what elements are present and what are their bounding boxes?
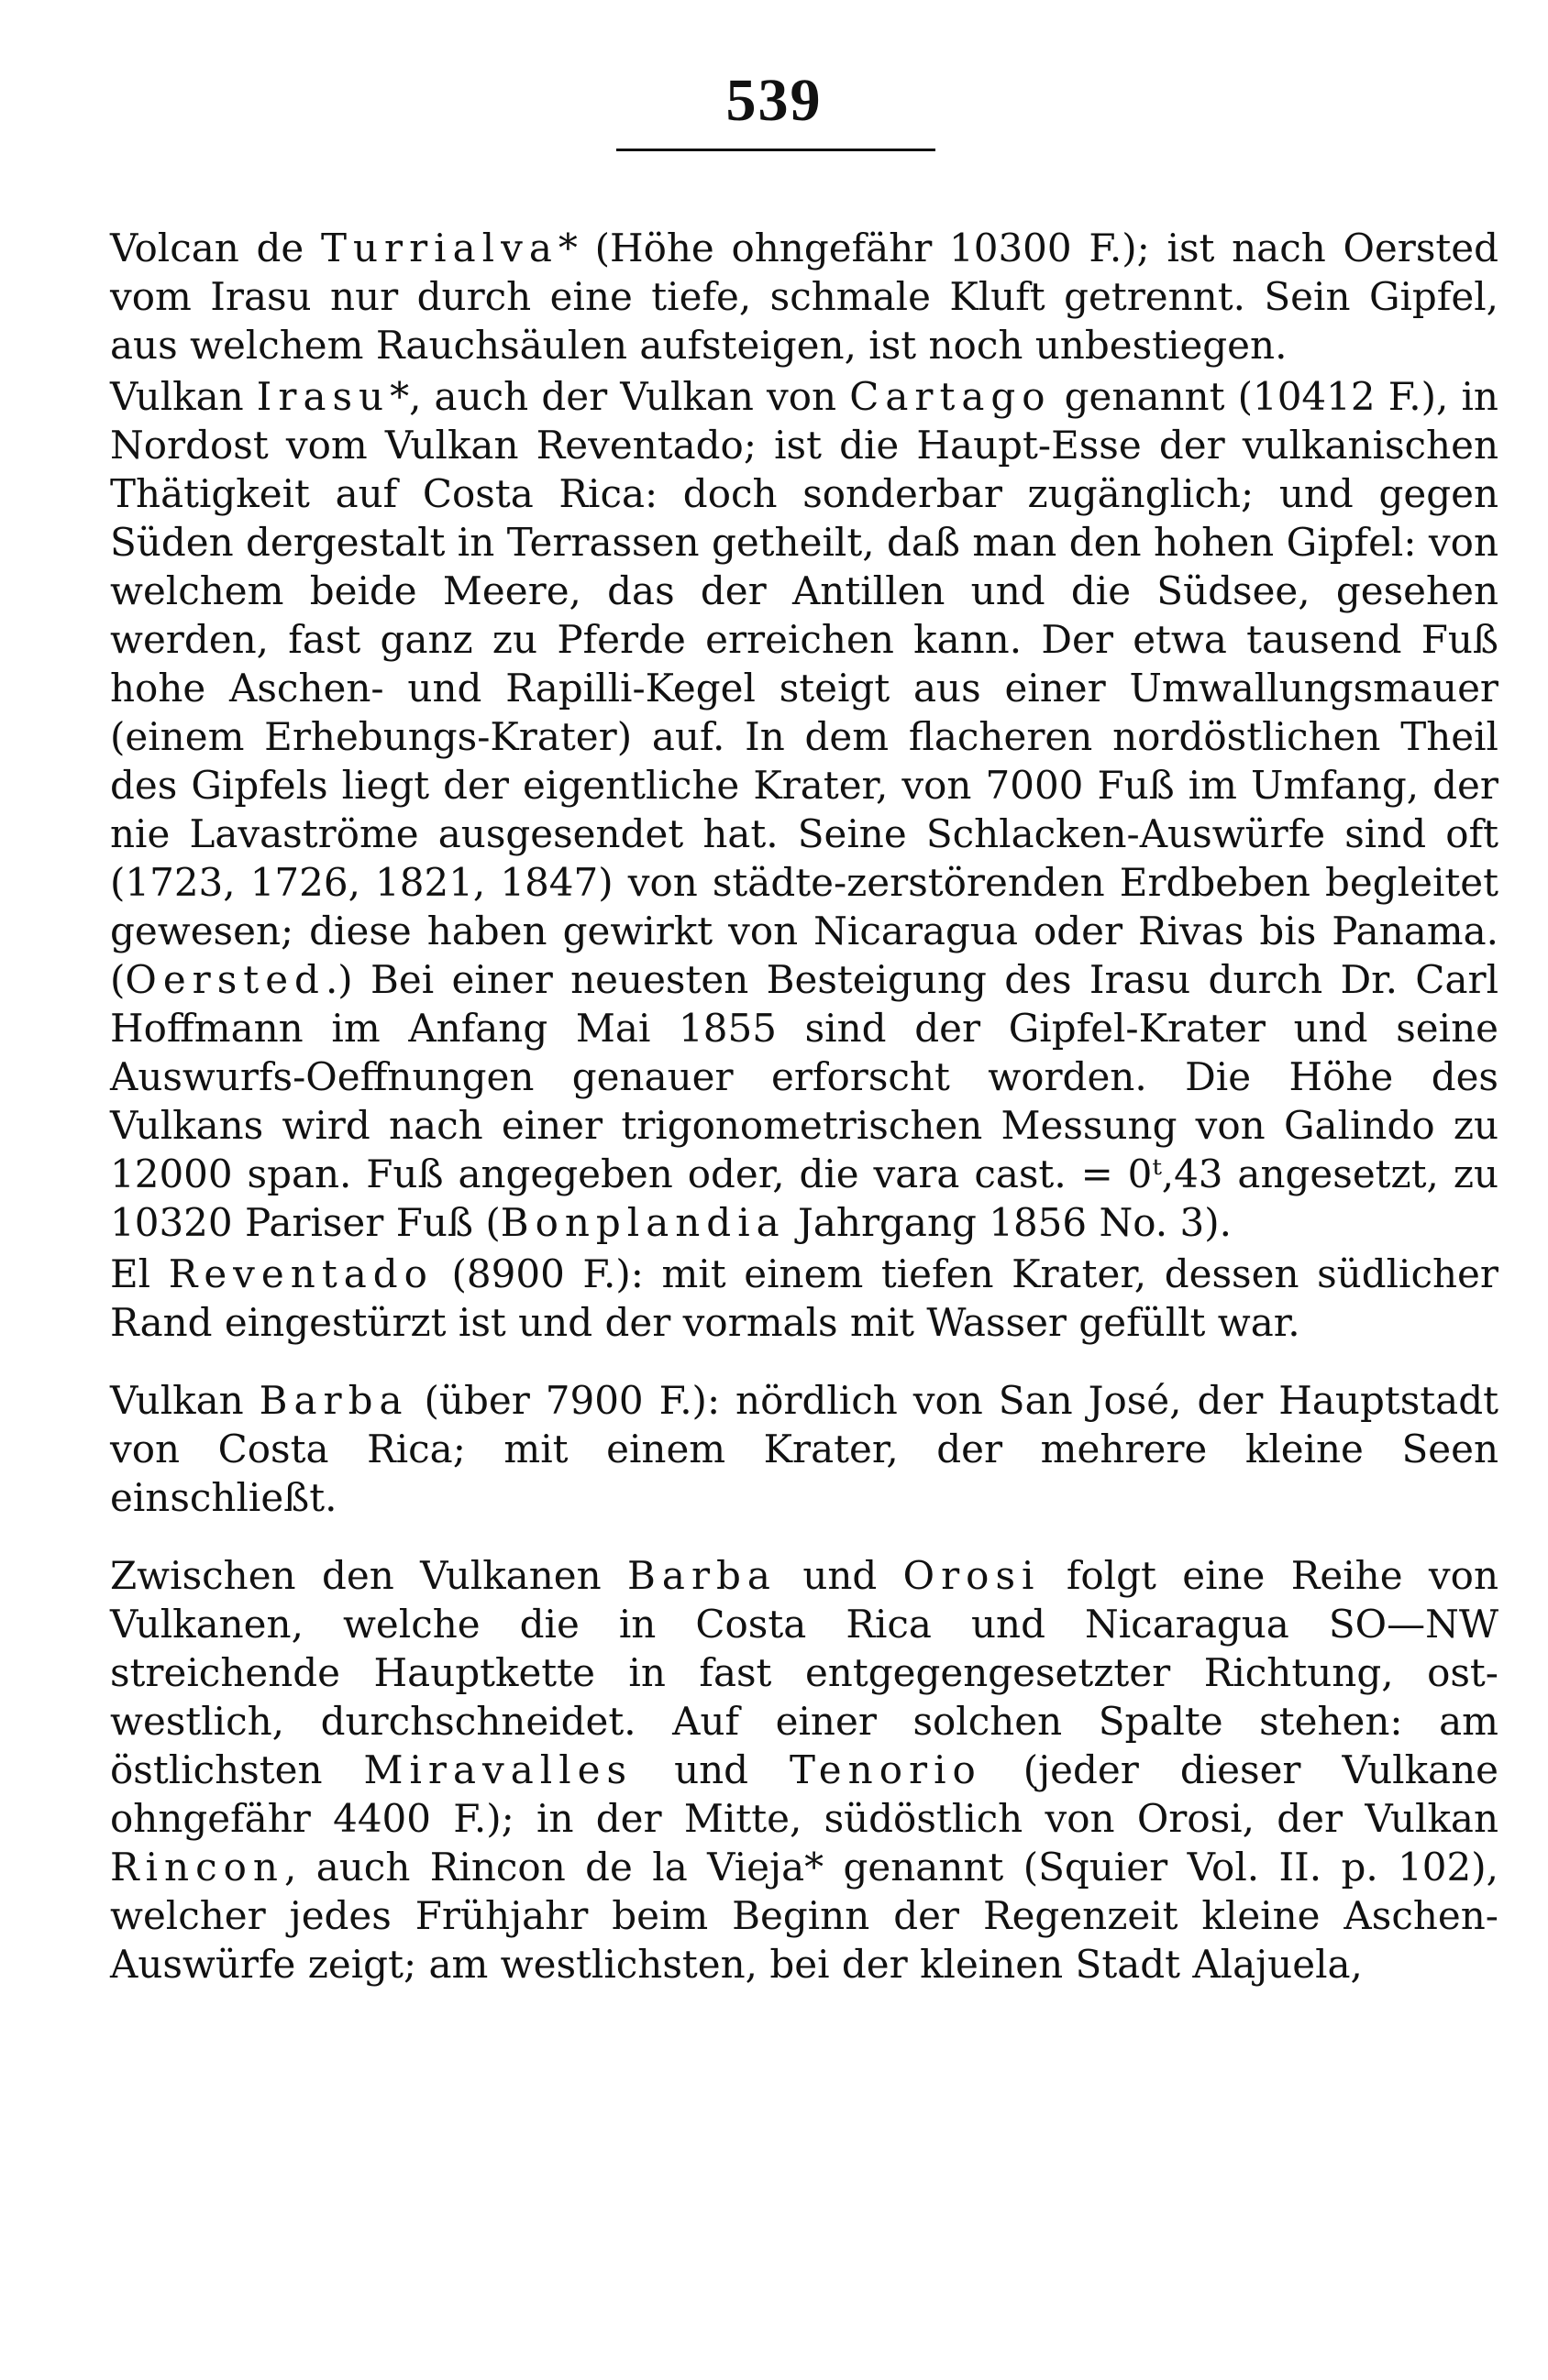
text-segment: (jeder dieser Vulkane ohngefähr 4400 F.); in der Mitte, südöstlich von Orosi, der Vulkan bbox=[110, 1747, 1499, 1841]
spaced-name: Miravalles bbox=[363, 1747, 634, 1792]
spaced-name: Orosi bbox=[902, 1553, 1041, 1598]
spaced-name: Tenorio bbox=[790, 1747, 982, 1792]
spaced-name: Oersted bbox=[125, 957, 326, 1002]
text-segment: .) Bei einer neuesten Besteigung des Irasu durch Dr. Carl Hoffmann im Anfang Mai 1855 sind der Gipfel-Krater und seine Auswurfs-Oeffnungen genauer erforscht worden. Die Höhe des Vulkans wird nach einer trigonometrischen Messung von Galindo zu 12000 span. Fuß angegeben oder, die vara cast. = 0ᵗ,43 angesetzt, zu 10320 Pariser Fuß ( bbox=[110, 957, 1498, 1245]
text-segment: Volcan de bbox=[110, 226, 321, 270]
page-number: 539 bbox=[725, 67, 823, 134]
text-segment: Vulkan bbox=[110, 1378, 260, 1423]
spaced-name: Irasu bbox=[256, 374, 391, 419]
spaced-name: Barba bbox=[259, 1378, 409, 1423]
paragraph-turrialva bbox=[110, 224, 1498, 369]
text-segment: (8900 F.): mit einem tiefen Krater, dessen südlicher Rand eingestürzt ist und der vormals mit Wasser gefüllt war. bbox=[110, 1251, 1498, 1345]
spaced-name: Rincon bbox=[110, 1845, 284, 1890]
paragraph-reventado bbox=[110, 1250, 1498, 1347]
text-segment: * (Höhe ohngefähr 10300 F.); ist nach Oersted vom Irasu nur durch eine tiefe, schmale Kluft getrennt. Sein Gipfel, aus welchem Rauchsäulen aufsteigen, ist noch unbestiegen. bbox=[110, 226, 1499, 368]
text-segment: Zwischen den Vulkanen bbox=[110, 1553, 628, 1598]
text-segment: und bbox=[633, 1747, 791, 1792]
spaced-name: Reventado bbox=[168, 1251, 434, 1296]
spaced-name: Turrialva bbox=[320, 226, 558, 270]
text-segment: folgt eine Reihe von Vulkanen, welche die in Costa Rica und Nicaragua SO—NW streichende Hauptkette in fast entgegengesetzter Richtung, ost-westlich, durchschneidet. Auf einer solchen Spalte stehen: am östlichsten bbox=[110, 1553, 1498, 1792]
text-segment: El bbox=[110, 1251, 169, 1296]
text-segment: (über 7900 F.): nördlich von San José, der Hauptstadt von Costa Rica; mit einem Krater, der mehrere kleine Seen einschließt. bbox=[110, 1378, 1498, 1520]
paragraph-zwischen bbox=[110, 1551, 1498, 1989]
spaced-name: Cartago bbox=[849, 374, 1052, 419]
header-rule bbox=[616, 149, 935, 151]
text-segment: genannt (10412 F.), in Nordost vom Vulkan Reventado; ist die Haupt-Esse der vulkanischen Thätigkeit auf Costa Rica: doch sonderbar zugänglich; und gegen Süden dergestalt in Terrassen getheilt, daß man den hohen Gipfel: von welchem beide Meere, das der Antillen und die Südsee, gesehen werden, fast ganz zu Pferde erreichen kann. Der etwa tausend Fuß hohe Aschen- und Rapilli-Kegel steigt aus einer Umwallungsmauer (einem Erhebungs-Krater) auf. In dem flacheren nordöstlichen Theil des Gipfels liegt der eigentliche Krater, von 7000 Fuß im Umfang, der nie Lavaströme ausgesendet hat. Seine Schlacken-Auswürfe sind oft (1723, 1726, 1821, 1847) von städte-zerstörenden Erdbeben begleitet gewesen; diese haben gewirkt von Nicaragua oder Rivas bis Panama. ( bbox=[110, 374, 1498, 1002]
text-segment: Jahrgang 1856 No. 3). bbox=[785, 1200, 1232, 1245]
spaced-name: Bonplandia bbox=[500, 1200, 786, 1245]
text-segment: Vulkan bbox=[110, 374, 257, 419]
text-segment: und bbox=[776, 1553, 903, 1598]
text-segment: , auch Rincon de la Vieja* genannt (Squier Vol. II. p. 102), welcher jedes Frühjahr beim Beginn der Regenzeit kleine Aschen-Auswürfe zeigt; am westlichsten, bei der kleinen Stadt Alajuela, bbox=[110, 1845, 1498, 1987]
paragraph-irasu bbox=[110, 372, 1498, 1247]
paragraph-barba bbox=[110, 1376, 1498, 1522]
body-text bbox=[110, 224, 1498, 1989]
spaced-name: Barba bbox=[627, 1553, 777, 1598]
text-segment: *, auch der Vulkan von bbox=[390, 374, 850, 419]
